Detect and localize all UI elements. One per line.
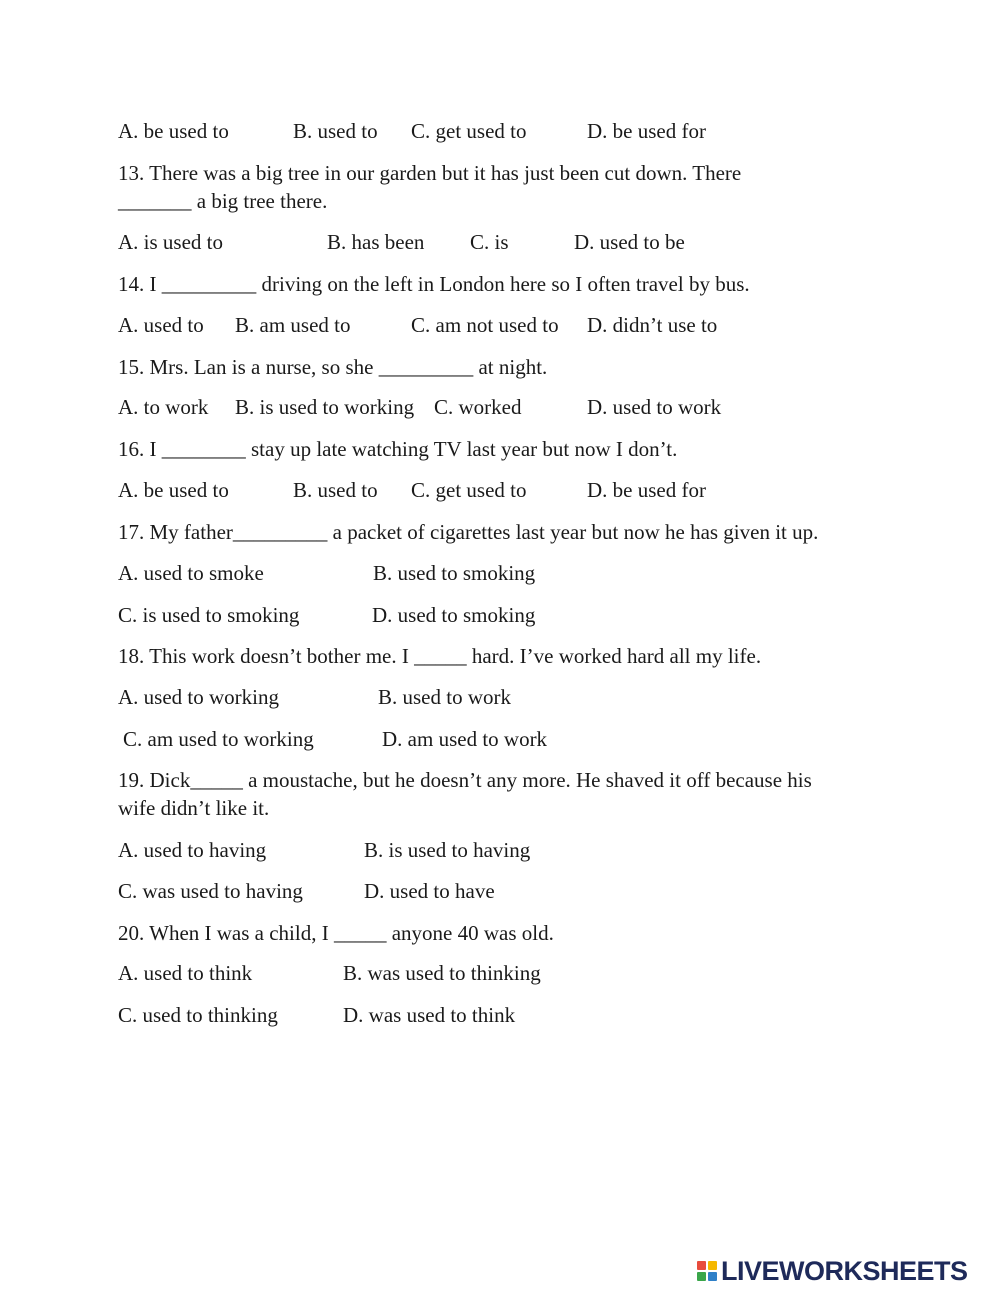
option-a[interactable]: A. used to — [118, 313, 204, 337]
logo-block-yellow — [708, 1261, 717, 1270]
option-d[interactable]: D. used to be — [574, 230, 685, 254]
question-15-stem: 15. Mrs. Lan is a nurse, so she _________ at night. — [118, 355, 548, 379]
question-18-stem: 18. This work doesn’t bother me. I _____ hard. I’ve worked hard all my life. — [118, 644, 762, 668]
option-a[interactable]: A. used to smoke — [118, 561, 264, 585]
option-c[interactable]: C. get used to — [411, 478, 527, 502]
option-c[interactable]: C. was used to having — [118, 879, 303, 903]
option-c[interactable]: C. used to thinking — [118, 1003, 278, 1027]
option-a[interactable]: A. used to working — [118, 685, 279, 709]
option-b[interactable]: B. am used to — [235, 313, 351, 337]
option-d[interactable]: D. didn’t use to — [587, 313, 718, 337]
logo-block-red — [697, 1261, 706, 1270]
option-b[interactable]: B. used to — [293, 478, 378, 502]
question-19-stem-line-1: 19. Dick_____ a moustache, but he doesn’t any more. He shaved it off because his — [118, 768, 812, 792]
option-b[interactable]: B. used to work — [378, 685, 511, 709]
option-d[interactable]: D. used to work — [587, 395, 722, 419]
question-13-stem-line-2: _______ a big tree there. — [118, 189, 328, 213]
question-13-stem-line-1: 13. There was a big tree in our garden but it has just been cut down. There — [118, 161, 742, 185]
logo-blocks-icon — [697, 1261, 717, 1281]
option-c[interactable]: C. am not used to — [411, 313, 559, 337]
option-b[interactable]: B. has been — [327, 230, 425, 254]
option-b[interactable]: B. was used to thinking — [343, 961, 541, 985]
question-16-stem: 16. I ________ stay up late watching TV last year but now I don’t. — [118, 437, 678, 461]
option-a[interactable]: A. used to think — [118, 961, 253, 985]
option-d[interactable]: D. am used to work — [382, 727, 548, 751]
option-d[interactable]: D. used to smoking — [372, 603, 536, 627]
logo-block-green — [697, 1272, 706, 1281]
option-d[interactable]: D. be used for — [587, 478, 706, 502]
option-c[interactable]: C. is — [470, 230, 509, 254]
option-a[interactable]: A. is used to — [118, 230, 223, 254]
option-d[interactable]: D. was used to think — [343, 1003, 516, 1027]
option-a[interactable]: A. be used to — [118, 478, 229, 502]
option-c[interactable]: C. get used to — [411, 119, 527, 143]
option-b[interactable]: B. is used to working — [235, 395, 415, 419]
option-c[interactable]: C. is used to smoking — [118, 603, 300, 627]
option-d[interactable]: D. be used for — [587, 119, 706, 143]
option-a[interactable]: A. be used to — [118, 119, 229, 143]
option-b[interactable]: B. is used to having — [364, 838, 531, 862]
option-a[interactable]: A. to work — [118, 395, 209, 419]
option-b[interactable]: B. used to smoking — [373, 561, 536, 585]
logo-block-blue — [708, 1272, 717, 1281]
liveworksheets-logo[interactable] — [697, 1256, 968, 1286]
option-d[interactable]: D. used to have — [364, 879, 495, 903]
question-19-stem-line-2: wife didn’t like it. — [118, 796, 270, 820]
question-20-stem: 20. When I was a child, I _____ anyone 40 was old. — [118, 921, 554, 945]
logo-text: LIVEWORKSHEETS — [721, 1255, 968, 1286]
option-c[interactable]: C. am used to working — [123, 727, 314, 751]
option-b[interactable]: B. used to — [293, 119, 378, 143]
question-14-stem: 14. I _________ driving on the left in London here so I often travel by bus. — [118, 272, 750, 296]
question-17-stem: 17. My father_________ a packet of cigarettes last year but now he has given it up. — [118, 520, 819, 544]
option-a[interactable]: A. used to having — [118, 838, 267, 862]
option-c[interactable]: C. worked — [434, 395, 522, 419]
